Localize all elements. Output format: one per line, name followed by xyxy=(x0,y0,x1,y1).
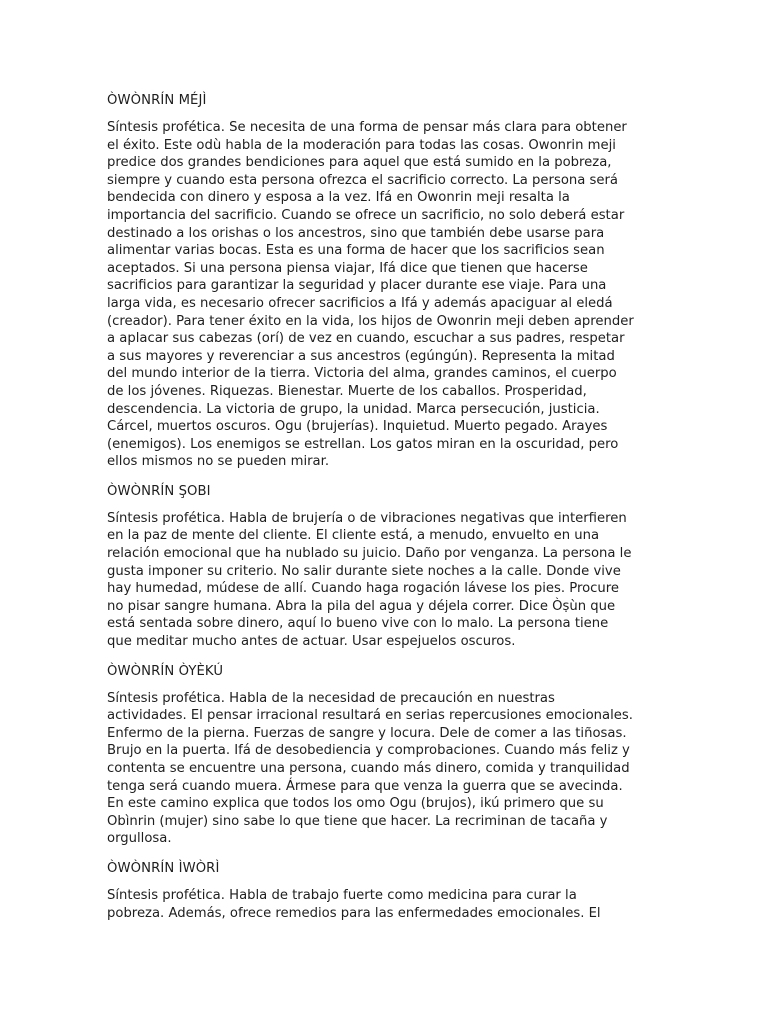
section-heading: ÒWÒNRÍN MÉJÌ xyxy=(107,93,207,108)
section-paragraph: Síntesis profética. Habla de trabajo fuerte como medicina para curar la pobreza. Además, ofrece remedios para las enfermedades emocionales. El xyxy=(107,887,601,921)
document-body xyxy=(107,92,665,934)
section-heading: ÒWÒNRÍN ÒYÈKÚ xyxy=(107,663,224,679)
section-heading: ÒWÒNRÍN ŞOBI xyxy=(107,483,211,499)
section-paragraph: Síntesis profética. Se necesita de una forma de pensar más clara para obtener el éxito. Este odù habla de la moderación para todas las cosas. Owonrin meji predice dos grandes bendiciones para aquel que está sumido en la pobreza, siempre y cuando esta persona ofrezca el sacrificio correcto. La persona será bendecida con dinero y esposa a la vez. Ifá en Owonrin meji resalta la importancia del sacrificio. Cuando se ofrece un sacrificio, no solo deberá estar destinado a los orishas o los ancestros, sino que también debe usarse para alimentar varias bocas. Esta es una forma de hacer que los sacrificios sean aceptados. Si una persona piensa viajar, Ifá dice que tienen que hacerse sacrificios para garantizar la seguridad y placer durante ese viaje. Para una larga vida, es necesario ofrecer sacrificios a Ifá y además apaciguar al eledá (creador). Para tener éxito en la vida, los hijos de Owonrin meji deben aprender a aplacar sus cabezas (orí) de vez en cuando, escuchar a sus padres, respetar a sus mayores y reverenciar a sus ancestros (egúngún). Representa la mitad del mundo interior de la tierra. Victoria del alma, grandes caminos, el cuerpo de los jóvenes. Riquezas. Bienestar. Muerte de los caballos. Prosperidad, descendencia. La victoria de grupo, la unidad. Marca persecución, justicia. Cárcel, muertos oscuros. Ogu (brujerías). Inquietud. Muerto pegado. Arayes (enemigos). Los enemigos se estrellan. Los gatos miran en la oscuridad, pero ellos mismos no se pueden mirar. xyxy=(107,120,634,470)
section-heading: ÒWÒNRÍN ÌWÒRÌ xyxy=(107,860,220,876)
section-paragraph: Síntesis profética. Habla de brujería o de vibraciones negativas que interfieren en la paz de mente del cliente. El cliente está, a menudo, envuelto en una relación emocional que ha nublado su juicio. Daño por venganza. La persona le gusta imponer su criterio. No salir durante siete noches a la calle. Donde vive hay humedad, múdese de allí. Cuando haga rogación lávese los pies. Procure no pisar sangre humana. Abra la pila del agua y déjela correr. Dice Òṣùn que está sentada sobre dinero, aquí lo bueno vive con lo malo. La persona tiene que meditar mucho antes de actuar. Usar espejuelos oscuros. xyxy=(107,510,632,650)
section-paragraph: Síntesis profética. Habla de la necesidad de precaución en nuestras actividades. El pensar irracional resultará en serias repercusiones emocionales. Enfermo de la pierna. Fuerzas de sangre y locura. Dele de comer a las tiñosas. Brujo en la puerta. Ifá de desobediencia y comprobaciones. Cuando más feliz y contenta se encuentre una persona, cuando más dinero, comida y tranquilidad tenga será cuando muera. Ármese para que venza la guerra que se avecinda. En este camino explica que todos los omo Ogu (brujos), ikú primero que su Obìnrin (mujer) sino sabe lo que tiene que hacer. La recriminan de tacaña y orgullosa. xyxy=(107,690,633,847)
